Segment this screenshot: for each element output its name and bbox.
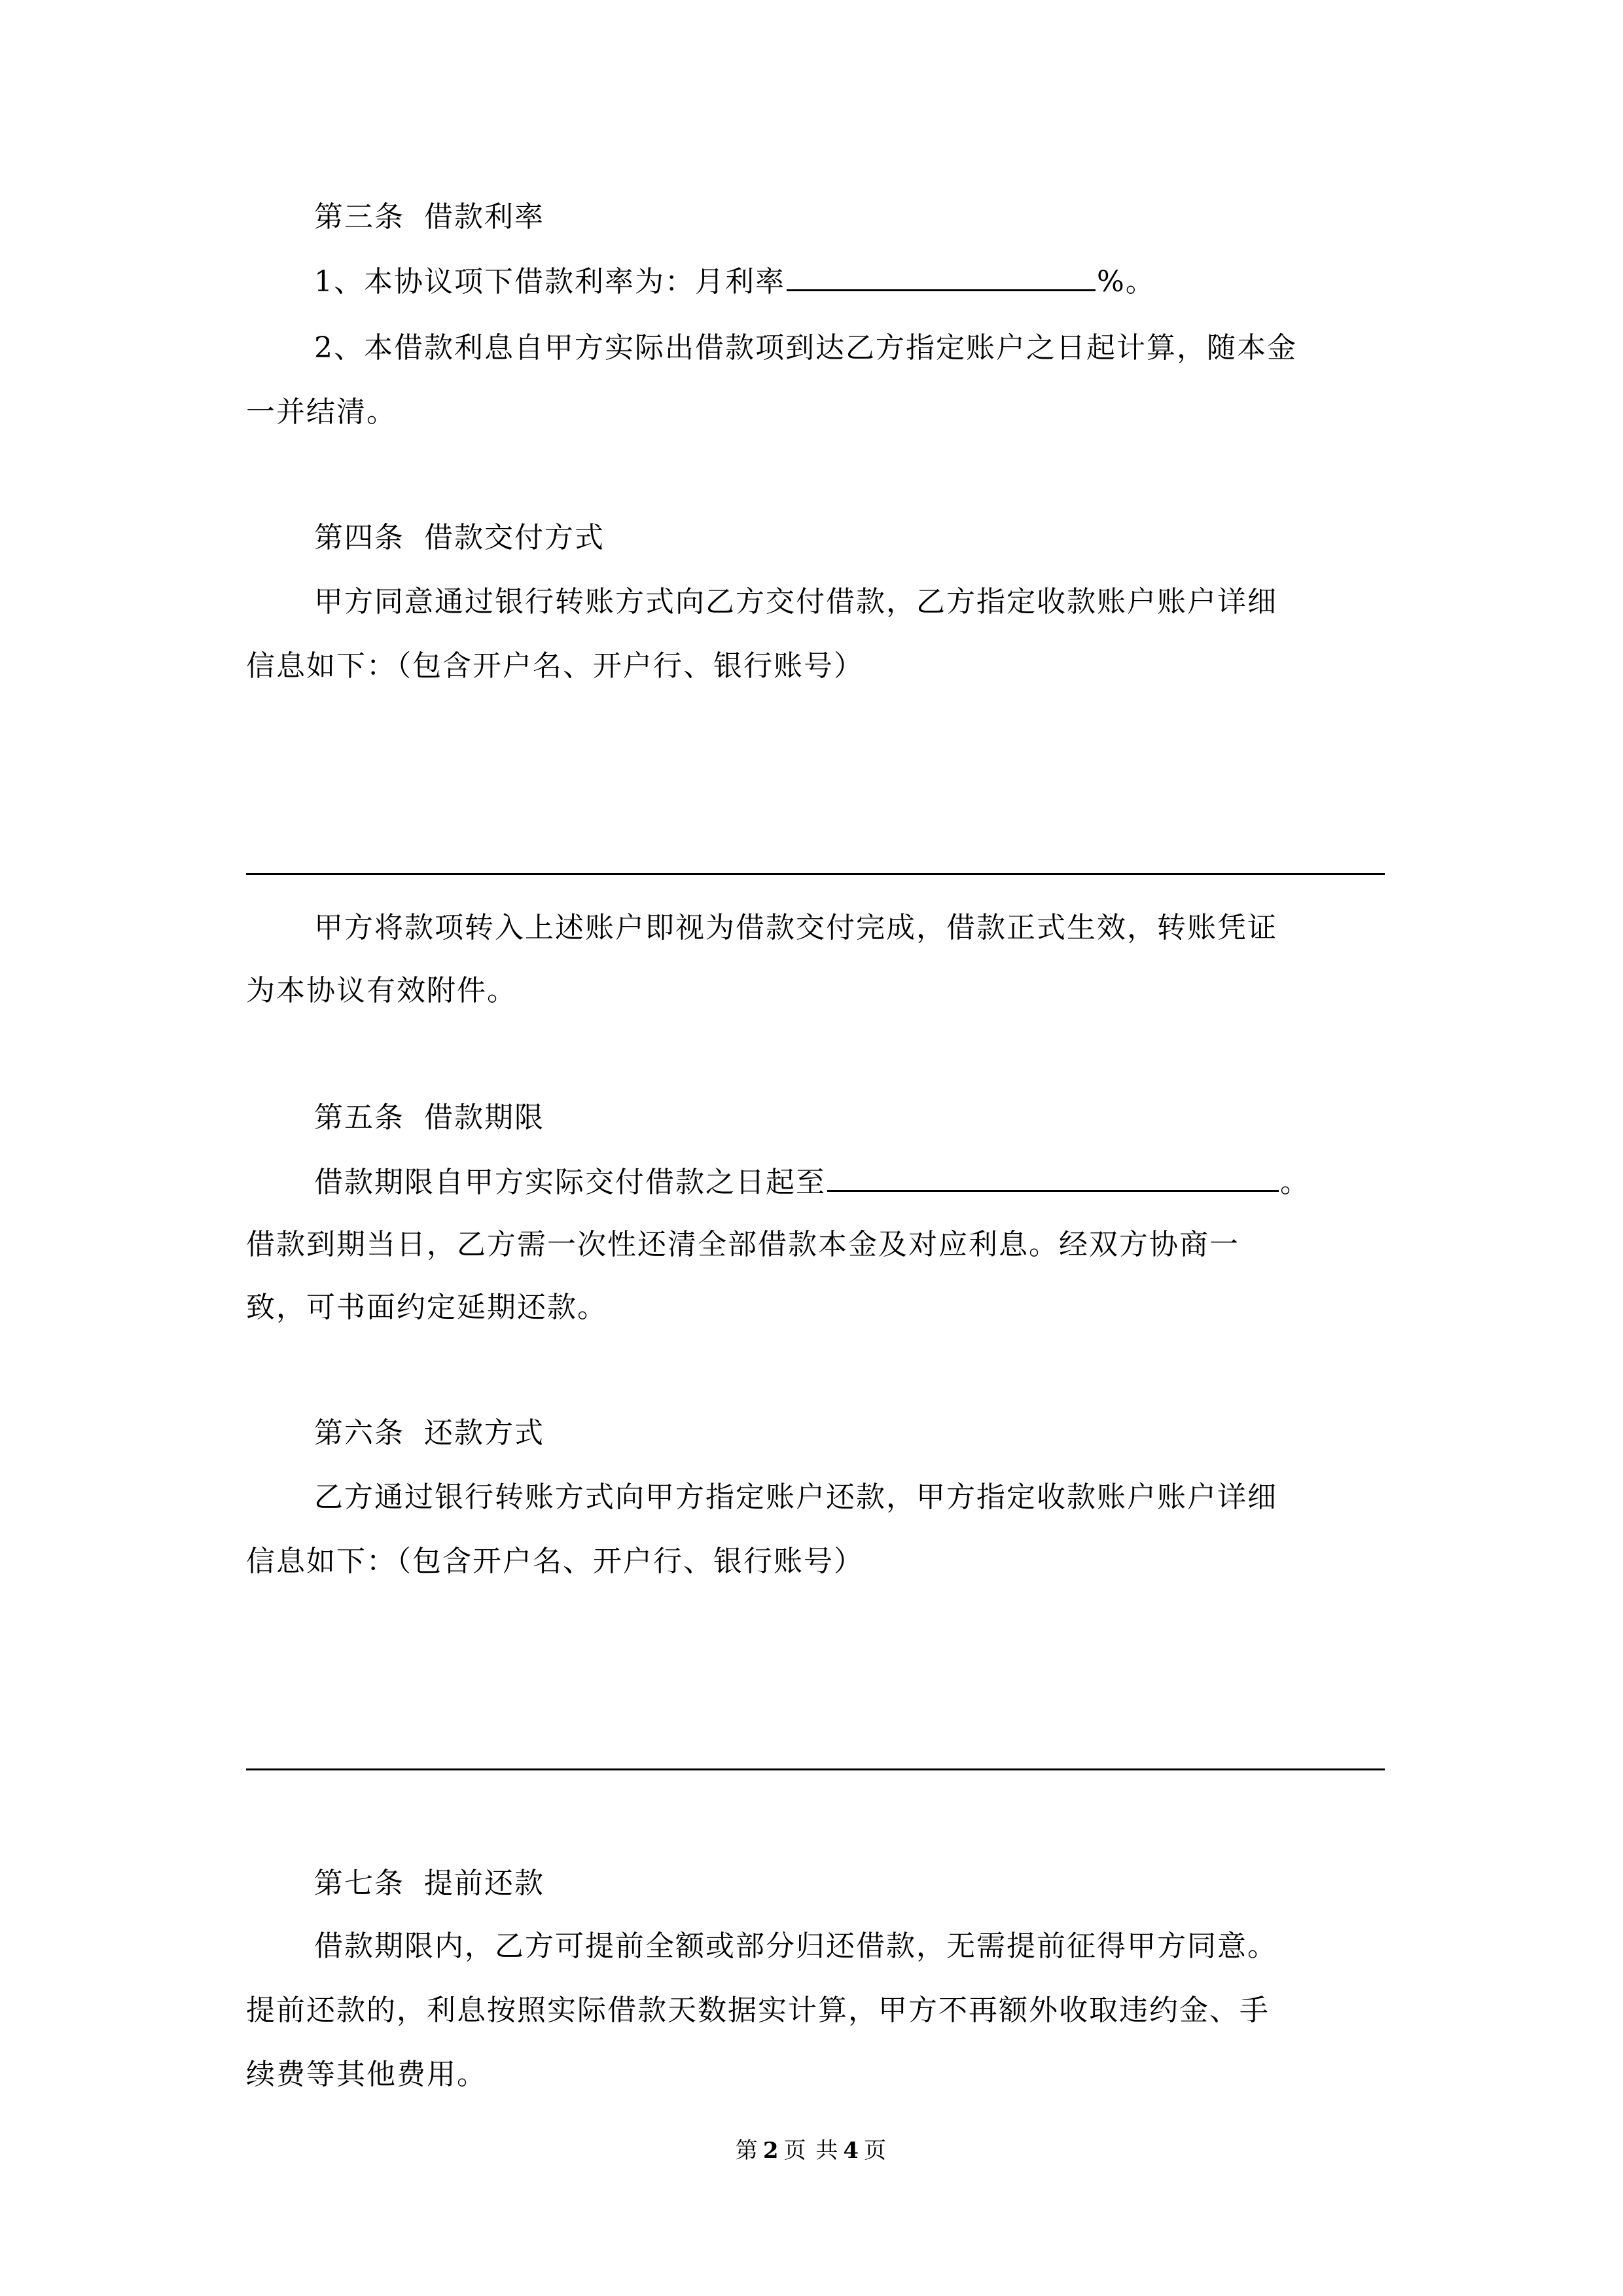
- article-3-title: 借款利率: [424, 200, 544, 234]
- article-5-para-1-line-3: 致，可书面约定延期还款。: [246, 1291, 607, 1324]
- article-7-para-1-line-2: 提前还款的，利息按照实际借款天数据实计算，甲方不再额外收取违约金、手: [246, 1994, 1270, 2027]
- article-3-number: 第三条: [314, 200, 404, 234]
- article-5-title: 借款期限: [424, 1101, 544, 1134]
- loan-term-label: 借款期限自甲方实际交付借款之日起至: [314, 1166, 826, 1199]
- article-6-para-1-line-2: 信息如下：（包含开户名、开户行、银行账号）: [246, 1545, 864, 1578]
- page-footer: [0, 2135, 1623, 2166]
- article-4-para-2-line-2: 为本协议有效附件。: [246, 974, 517, 1007]
- footer-suffix: 页: [864, 2138, 888, 2164]
- article-7-title: 提前还款: [424, 1867, 544, 1900]
- article-4-title: 借款交付方式: [424, 521, 605, 554]
- article-5-para-1-line-2: 借款到期当日，乙方需一次性还清全部借款本金及对应利息。经双方协商一: [246, 1228, 1240, 1261]
- article-7-para-1-line-3: 续费等其他费用。: [246, 2058, 487, 2091]
- article-5-number: 第五条: [314, 1101, 404, 1134]
- footer-prefix: 第: [735, 2138, 759, 2164]
- total-pages-number: 4: [843, 2138, 861, 2164]
- article-4-number: 第四条: [314, 521, 404, 554]
- article-3-item-1: [246, 260, 1453, 300]
- interest-rate-unit: %。: [1097, 265, 1156, 298]
- article-3-heading: [246, 198, 1453, 237]
- article-3-item-2-line-1: 2、本借款利息自甲方实际出借款项到达乙方指定账户之日起计算，随本金: [314, 331, 1297, 365]
- current-page-number: 2: [762, 2138, 780, 2164]
- interest-rate-label: 1、本协议项下借款利率为：月利率: [314, 265, 785, 298]
- article-4-para-2-line-1: 甲方将款项转入上述账户即视为借款交付完成，借款正式生效，转账凭证: [314, 911, 1277, 944]
- loan-term-end-blank[interactable]: [827, 1161, 1279, 1192]
- article-5-para-1-line-1: [246, 1161, 1453, 1200]
- loan-term-end-punct: 。: [1280, 1166, 1310, 1199]
- repayment-account-fill-line[interactable]: [246, 1768, 1385, 1770]
- footer-middle: 页 共: [783, 2138, 840, 2164]
- article-4-para-1-line-1: 甲方同意通过银行转账方式向乙方交付借款，乙方指定收款账户账户详细: [314, 585, 1277, 619]
- article-6-number: 第六条: [314, 1416, 404, 1450]
- article-7-number: 第七条: [314, 1867, 404, 1900]
- interest-rate-blank[interactable]: [787, 260, 1096, 291]
- article-6-heading: [246, 1414, 1453, 1453]
- article-6-title: 还款方式: [424, 1416, 544, 1450]
- article-3-item-2-line-2: 一并结清。: [246, 395, 397, 429]
- article-4-heading: [246, 518, 1453, 558]
- lender-account-fill-line[interactable]: [246, 873, 1385, 875]
- article-7-para-1-line-1: 借款期限内，乙方可提前全额或部分归还借款，无需提前征得甲方同意。: [314, 1929, 1277, 1963]
- article-4-para-1-line-2: 信息如下：（包含开户名、开户行、银行账号）: [246, 649, 864, 683]
- article-7-heading: [246, 1864, 1453, 1903]
- article-6-para-1-line-1: 乙方通过银行转账方式向甲方指定账户还款，甲方指定收款账户账户详细: [314, 1480, 1277, 1514]
- article-5-heading: [246, 1098, 1453, 1138]
